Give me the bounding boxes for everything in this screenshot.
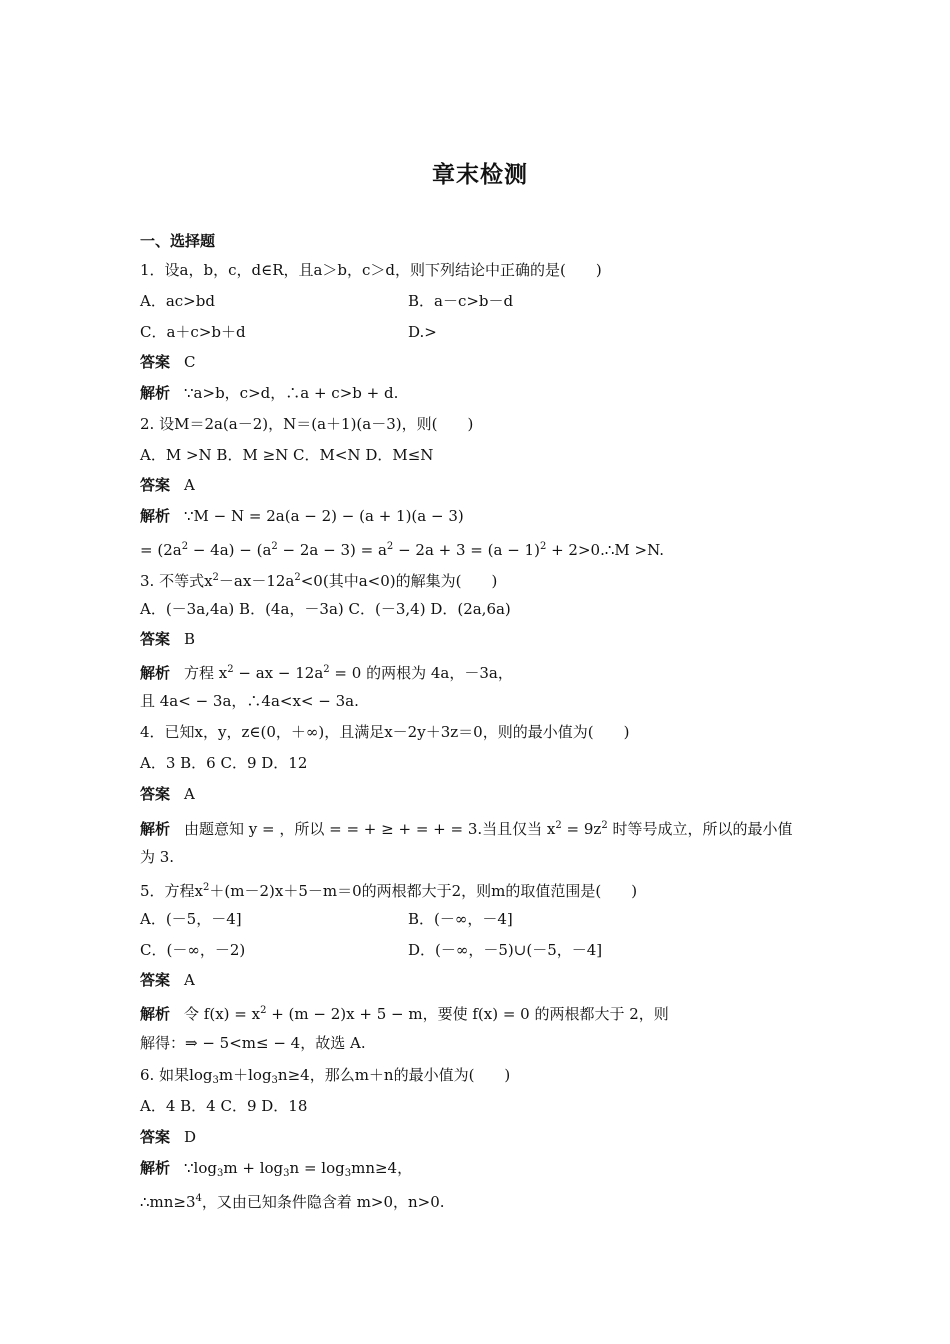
- q5-options-row2: [140, 938, 820, 962]
- q1-options-row2: [140, 320, 820, 344]
- q2-options: A．M >N B．M ≥N C．M<N D．M≤N: [140, 446, 434, 464]
- q3-analysis-part: − ax − 12a: [233, 664, 324, 682]
- q2-analysis-part: − 2a + 3 = (a − 1): [393, 541, 540, 559]
- q5-analysis-cont: 解得：⇒ − 5<m≤ − 4，故选 A.: [140, 1034, 366, 1052]
- answer-label: 答案: [140, 630, 171, 648]
- q4-stem: [140, 720, 820, 744]
- q2-answer: [140, 473, 820, 497]
- q2-stem: 2. 设M＝2a(a－2)，N＝(a＋1)(a－3)，则( ): [140, 415, 474, 433]
- q6-options: A．4 B．4 C．9 D．18: [140, 1097, 308, 1115]
- q4-analysis-cont: 为 3.: [140, 848, 175, 866]
- subscript: 3: [271, 1075, 278, 1086]
- q2-analysis-part: = (2a: [140, 541, 182, 559]
- analysis-label: 解析: [140, 507, 171, 525]
- q5-stem-part: ＋(m－2)x＋5－m＝0的两根都大于2，则m的取值范围是( ): [209, 882, 638, 900]
- q5-options-row1: [140, 907, 820, 931]
- q2-analysis-part: − 2a − 3) = a: [277, 541, 387, 559]
- q5-stem-part: 5．方程x: [140, 882, 204, 900]
- q3-stem-part: －ax－12a: [218, 572, 295, 590]
- superscript: 2: [212, 572, 219, 583]
- q4-analysis-part: 时等号成立，所以的最小值: [607, 820, 793, 838]
- answer-label: 答案: [140, 971, 171, 989]
- page-title: 章末检测: [432, 162, 528, 188]
- q5-answer-value: A: [184, 971, 195, 989]
- subscript: 3: [217, 1168, 224, 1179]
- q1-answer-value: C: [184, 353, 196, 371]
- q5-answer: [140, 968, 820, 992]
- q4-stem-part: 4．已知x，y，z∈(0，＋∞)，且满足x－2y＋3z＝0，则: [140, 723, 513, 741]
- superscript: 2: [294, 572, 301, 583]
- subscript: 3: [344, 1168, 352, 1179]
- q1-analysis-text: ∵a>b，c>d，∴a + c>b + d.: [184, 384, 399, 402]
- q5-analysis-part: + (m − 2)x + 5 − m，要使 f(x) = 0 的两根都大于 2，则: [266, 1005, 669, 1023]
- q6-analysis-cont: [140, 1187, 820, 1211]
- q6-stem: [140, 1063, 820, 1087]
- q1-stem: 1．设a，b，c，d∈R，且a＞b，c＞d，则下列结论中正确的是( ): [140, 261, 602, 279]
- q2-analysis-part: + 2>0.∴M >N.: [546, 541, 665, 559]
- answer-label: 答案: [140, 1128, 171, 1146]
- q6-answer-value: D: [184, 1128, 197, 1146]
- q6-analysis-part: n = log: [289, 1159, 345, 1177]
- q3-analysis-cont: 且 4a< − 3a，∴4a<x< − 3a.: [140, 692, 359, 710]
- q3-analysis-part: 方程 x: [184, 664, 228, 682]
- answer-label: 答案: [140, 785, 171, 803]
- subscript: 3: [283, 1168, 290, 1179]
- q1-option-d: D.>: [408, 323, 437, 341]
- q4-answer-value: A: [184, 785, 195, 803]
- q6-analysis-part: ∴mn≥3: [140, 1193, 196, 1211]
- analysis-label: 解析: [140, 1005, 171, 1023]
- analysis-label: 解析: [140, 1159, 171, 1177]
- superscript: 2: [386, 541, 394, 552]
- q1-answer: [140, 350, 820, 374]
- q3-analysis: [140, 658, 820, 682]
- q1-options-row1: [140, 289, 820, 313]
- superscript: 2: [203, 882, 210, 893]
- q3-options: A．(－3a,4a) B．(4a，－3a) C．(－3,4) D．(2a,6a): [140, 600, 511, 618]
- q4-analysis: [140, 814, 820, 838]
- q2-answer-value: A: [184, 476, 195, 494]
- q2-analysis: [140, 504, 820, 528]
- q6-analysis: [140, 1156, 820, 1180]
- q3-stem-part: <0(其中a<0)的解集为( ): [300, 572, 498, 590]
- section-heading: 一、选择题: [140, 232, 216, 250]
- q2-analysis-cont: [140, 535, 820, 559]
- superscript: 2: [181, 541, 189, 552]
- q6-stem-part: n≥4，那么m＋n的最小值为( ): [277, 1066, 511, 1084]
- answer-label: 答案: [140, 353, 171, 371]
- q4-stem-part: ( ): [587, 723, 630, 741]
- superscript: 2: [323, 664, 330, 675]
- q1-option-a: A．ac>bd: [140, 292, 215, 310]
- q6-analysis-part: ，又由已知条件隐含着 m>0，n>0.: [201, 1193, 445, 1211]
- q1-analysis: [140, 381, 820, 405]
- q6-analysis-part: m + log: [223, 1159, 284, 1177]
- q6-stem-part: 6. 如果log: [140, 1066, 213, 1084]
- q6-answer: [140, 1125, 820, 1149]
- q3-analysis-part: = 0 的两根为 4a，－3a，: [329, 664, 513, 682]
- q2-analysis-part: − 4a) − (a: [188, 541, 272, 559]
- q4-stem-part: 的最小值为: [512, 723, 588, 741]
- q6-analysis-part: mn≥4，: [351, 1159, 413, 1177]
- q3-answer-value: B: [184, 630, 196, 648]
- q5-option-b: B．(－∞，－4]: [408, 910, 513, 928]
- q4-options: A．3 B．6 C．9 D．12: [140, 754, 308, 772]
- q4-answer: [140, 782, 820, 806]
- q5-stem: [140, 876, 820, 900]
- superscript: 2: [260, 1005, 267, 1016]
- q5-option-d: D．(－∞，－5)∪(－5，－4]: [408, 941, 603, 959]
- q6-analysis-part: ∵log: [184, 1159, 217, 1177]
- q5-option-c: C．(－∞，－2): [140, 941, 246, 959]
- q3-stem-part: 3. 不等式x: [140, 572, 213, 590]
- analysis-label: 解析: [140, 664, 171, 682]
- superscript: 4: [195, 1193, 202, 1204]
- superscript: 2: [227, 664, 234, 675]
- q4-analysis-part: 由题意知 y = ，所以 = = + ≥ + = + = 3.当且仅当 x: [184, 820, 556, 838]
- superscript: 2: [539, 541, 547, 552]
- q3-stem: [140, 566, 820, 590]
- q5-analysis-part: 令 f(x) = x: [184, 1005, 261, 1023]
- superscript: 2: [555, 820, 562, 831]
- analysis-label: 解析: [140, 384, 171, 402]
- analysis-label: 解析: [140, 820, 171, 838]
- q2-analysis-text: ∵M − N = 2a(a − 2) − (a + 1)(a − 3): [184, 507, 464, 525]
- superscript: 2: [601, 820, 608, 831]
- superscript: 2: [271, 541, 278, 552]
- answer-label: 答案: [140, 476, 171, 494]
- q3-answer: [140, 627, 820, 651]
- q5-option-a: A．(－5，－4]: [140, 910, 242, 928]
- q1-option-c: C．a＋c>b＋d: [140, 323, 246, 341]
- q6-stem-part: m＋log: [218, 1066, 272, 1084]
- q5-analysis: [140, 999, 820, 1023]
- subscript: 3: [212, 1075, 219, 1086]
- q4-analysis-part: = 9z: [561, 820, 602, 838]
- q1-option-b: B．a－c>b－d: [408, 292, 514, 310]
